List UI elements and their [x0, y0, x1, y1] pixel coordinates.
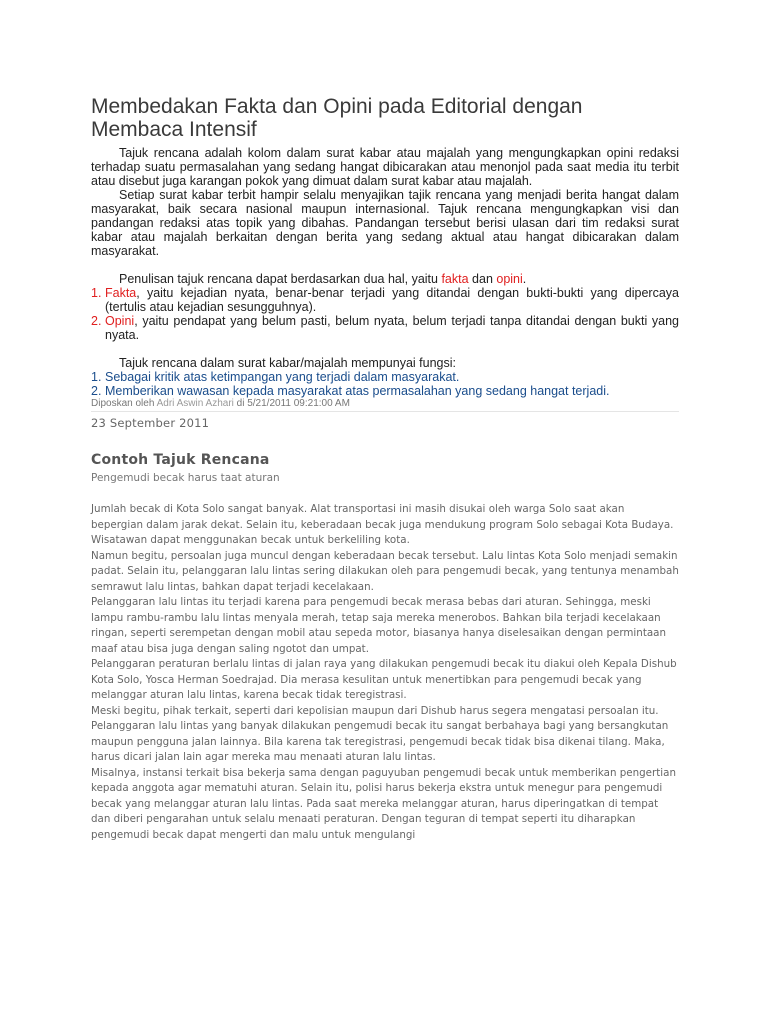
intro-text: Penulisan tajuk rencana dapat berdasarkan dua hal, yaitu — [119, 272, 442, 286]
list-item — [91, 314, 679, 342]
body-paragraph: Pelanggaran peraturan berlalu lintas di jalan raya yang dilakukan pengemudi becak itu diakui oleh Kepala Dishub Kota Solo, Yosca Herman Soedrajad. Dia merasa kesulitan untuk menertibkan para pengemudi becak yang melanggar aturan lalu lintas, karena becak tidak teregistrasi. — [91, 658, 677, 701]
list-text: , yaitu kejadian nyata, benar-benar terjadi yang ditandai dengan bukti-bukti yang dipercaya (tertulis atau kejadian sesungguhnya). — [105, 286, 679, 314]
list-number: 2. — [91, 384, 102, 398]
list-text: Memberikan wawasan kepada masyarakat atas permasalahan yang sedang hangat terjadi. — [105, 384, 610, 398]
opini-link[interactable]: opini — [496, 272, 523, 286]
author-link[interactable]: Adri Aswin Azhari — [156, 398, 234, 409]
post-meta — [91, 398, 679, 412]
meta-text: di — [233, 398, 248, 409]
intro-paragraph-1: Tajuk rencana adalah kolom dalam surat kabar atau majalah yang mengungkapkan opini redaksi terhadap suatu permasalahan yang sedang hangat dibicarakan atau menonjol pada saat media itu terbit atau disebut juga karangan pokok yang dimuat dalam surat kabar atau majalah. — [91, 146, 679, 188]
spacer — [91, 258, 679, 272]
fakta-link[interactable]: fakta — [441, 272, 469, 286]
list-number: 1. — [91, 286, 102, 300]
body-paragraph: Namun begitu, persoalan juga muncul dengan keberadaan becak tersebut. Lalu lintas Kota Solo menjadi semakin padat. Selain itu, pelanggaran lalu lintas sering dilakukan oleh para pengemudi becak, yang tentunya menambah semrawut lalu lintas, bahkan dapat terjadi kecelakaan. — [91, 549, 679, 593]
list-item — [91, 384, 679, 398]
list-item — [91, 286, 679, 314]
list-item — [91, 370, 679, 384]
list-term: Opini — [105, 314, 135, 328]
meta-prefix: Diposkan oleh — [91, 398, 157, 409]
fungsi-intro: Tajuk rencana dalam surat kabar/majalah mempunyai fungsi: — [119, 356, 456, 370]
timestamp-link[interactable]: 5/21/2011 09:21:00 AM — [247, 398, 350, 409]
page-title: Membedakan Fakta dan Opini pada Editorial dengan Membaca Intensif — [91, 95, 583, 141]
list-number: 1. — [91, 370, 102, 384]
body-paragraph: Misalnya, instansi terkait bisa bekerja sama dengan paguyuban pengemudi becak untuk memberikan pengertian kepada anggota agar mematuhi aturan. Selain itu, polisi harus bekerja ekstra untuk menegur para pengemudi becak yang melanggar aturan lalu lintas. Pada saat mereka melanggar aturan, harus diperingatkan di tempat dan diberi pengarahan untuk selalu menaati peraturan. Dengan teguran di tempat seperti itu diharapkan pengemudi becak dapat mengerti dan malu untuk mengulangi — [91, 766, 676, 841]
spacer — [91, 342, 679, 356]
intro-paragraph-2: Setiap surat kabar terbit hampir selalu menyajikan tajik rencana yang menjadi berita hangat dalam masyarakat, baik secara nasional maupun internasional. Tajuk rencana mengungkapkan visi dan pandangan redaksi atas topik yang dibahas. Pandangan tersebut berisi ulasan dari tim redaksi surat kabar atau majalah berkaitan dengan berita yang sedang aktual atau hangat dibicarakan dalam masyarakat. — [91, 188, 679, 258]
intro-text: . — [522, 272, 527, 286]
post-date: 23 September 2011 — [91, 416, 210, 430]
list-text: Sebagai kritik atas ketimpangan yang terjadi dalam masyarakat. — [105, 370, 460, 384]
intro-paragraph-3 — [91, 272, 679, 286]
document-page — [91, 95, 679, 843]
body-paragraph: Jumlah becak di Kota Solo sangat banyak. Alat transportasi ini masih disukai oleh warga Solo saat akan bepergian dalam jarak dekat. Selain itu, keberadaan becak juga mendukung program Solo sebagai Kota Budaya. Wisatawan dapat menggunakan becak untuk berkeliling kota. — [91, 503, 674, 546]
body-paragraph: Pelanggaran lalu lintas itu terjadi karena para pengemudi becak merasa bebas dari aturan. Sehingga, meski lampu rambu-rambu lalu lintas menyala merah, tetap saja mereka menerobos. Bahkan bila terjadi kecelakaan ringan, seperti serempetan dengan mobil atau sepeda motor, biasanya hanya diselesaikan dengan permintaan maaf atau bisa juga dengan saling ngotot dan umpat. — [91, 596, 667, 655]
post-subtitle: Pengemudi becak harus taat aturan — [91, 472, 280, 484]
list-number: 2. — [91, 314, 102, 328]
fakta-opini-list — [91, 286, 679, 342]
post-body — [91, 502, 679, 843]
post-heading: Contoh Tajuk Rencana — [91, 452, 270, 468]
fungsi-list — [91, 370, 679, 398]
list-term: Fakta — [105, 286, 137, 300]
body-paragraph: Meski begitu, pihak terkait, seperti dari kepolisian maupun dari Dishub harus segera mengatasi persoalan itu. Pelanggaran lalu lintas yang banyak dilakukan pengemudi becak itu sangat berbahaya bagi yang bersangkutan maupun pengguna jalan lainnya. Bila karena tak teregistrasi, pengemudi becak tidak bisa dikenai tilang. Maka, harus dicari jalan lain agar mereka mau menaati aturan lalu lintas. — [91, 704, 669, 763]
intro-text: dan — [468, 272, 497, 286]
list-text: , yaitu pendapat yang belum pasti, belum nyata, belum terjadi tanpa ditandai dengan bukti yang nyata. — [105, 314, 679, 342]
